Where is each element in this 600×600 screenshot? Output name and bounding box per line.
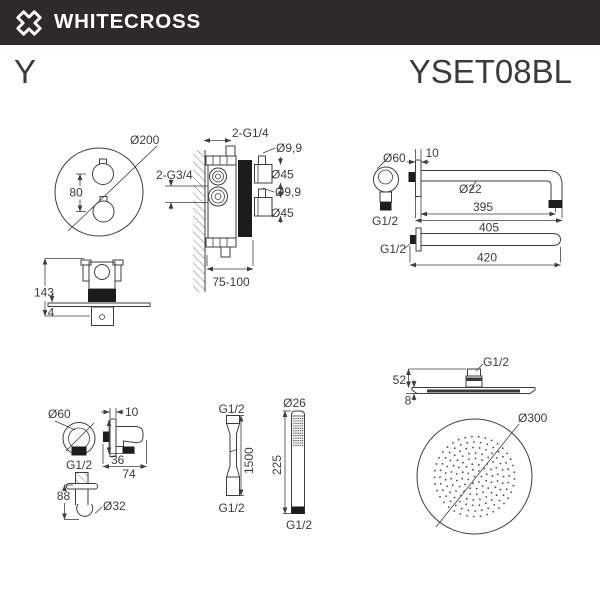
dim-label: 2-G3/4 xyxy=(156,168,193,182)
wall-outlet-view xyxy=(48,405,147,520)
dim-label: Ø32 xyxy=(103,499,126,513)
dim-label: G1/2 xyxy=(66,458,93,472)
nozzle-dots xyxy=(434,436,516,518)
dim-label: 225 xyxy=(270,454,284,475)
hose-view xyxy=(218,402,256,515)
dim-label: Ø22 xyxy=(459,182,482,196)
dim-label: Ø45 xyxy=(271,167,294,182)
dim-label: 405 xyxy=(478,220,500,235)
dim-label: 420 xyxy=(476,250,498,265)
series-title: Y xyxy=(14,53,37,90)
mixer-front-view xyxy=(55,133,160,236)
dim-label: 52 xyxy=(392,373,406,387)
spray-face-dots xyxy=(293,418,303,446)
dim-label: Ø300 xyxy=(518,411,548,425)
dim-label: G1/2 xyxy=(483,355,510,369)
dim-label: 80 xyxy=(69,185,83,200)
mixer-side-view xyxy=(156,126,302,292)
dim-label: 1500 xyxy=(242,447,256,474)
dim-label: G1/2 xyxy=(285,518,313,532)
dim-label: G1/2 xyxy=(380,242,407,256)
dim-label: 74 xyxy=(122,467,136,481)
dim-label: G1/2 xyxy=(218,501,245,515)
dim-label: 395 xyxy=(472,200,494,214)
dim-label: G1/2 xyxy=(372,214,399,228)
dim-label: Ø9,9 xyxy=(276,141,303,155)
dim-label: 4 xyxy=(47,305,55,320)
dim-label: Ø200 xyxy=(130,133,160,147)
shower-arm-view xyxy=(372,146,563,265)
dim-label: 143 xyxy=(33,285,55,300)
dim-label: G1/2 xyxy=(218,402,245,416)
brand-name: WHITECROSS xyxy=(54,10,201,33)
dim-label: 2-G1/4 xyxy=(232,126,269,140)
hand-shower-view xyxy=(270,396,312,532)
dim-label: 10 xyxy=(425,146,439,160)
head-shower-view xyxy=(393,355,548,534)
dim-label: Ø9,9 xyxy=(275,185,302,199)
dim-label: 75-100 xyxy=(212,275,250,289)
dim-label: Ø60 xyxy=(383,151,406,165)
dim-label: 36 xyxy=(111,453,125,467)
model-number: YSET08BL xyxy=(408,53,572,90)
dim-label: Ø60 xyxy=(48,407,71,421)
mixer-profile-view xyxy=(34,259,150,326)
dim-label: Ø45 xyxy=(271,206,294,220)
dim-label: 8 xyxy=(404,393,412,408)
dim-label: 10 xyxy=(125,405,139,419)
dim-label: Ø26 xyxy=(283,396,306,410)
dim-label: 88 xyxy=(56,489,71,503)
